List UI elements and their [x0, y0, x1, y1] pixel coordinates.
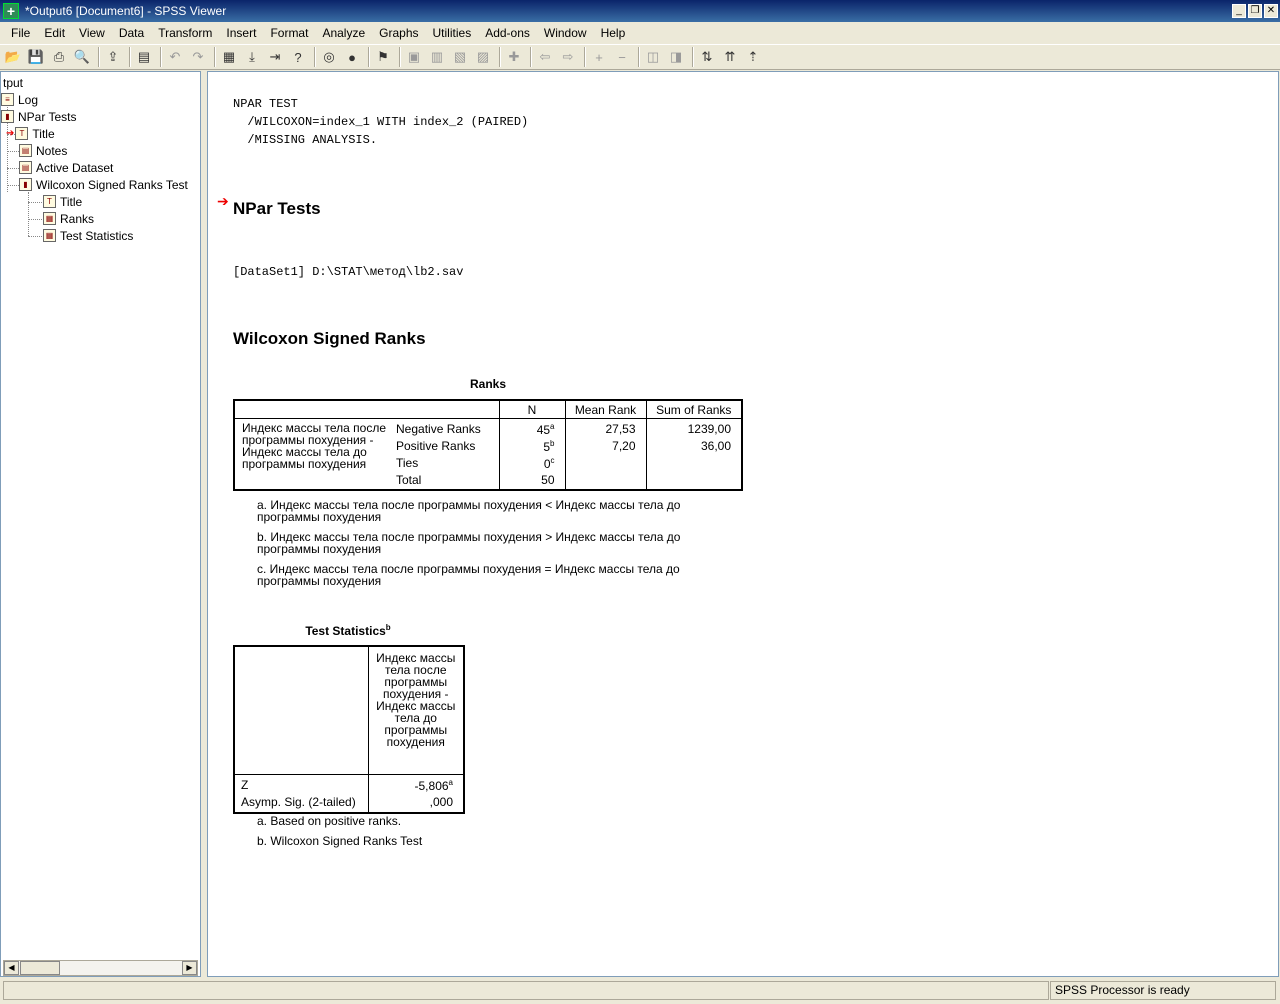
syntax-line-3: /MISSING ANALYSIS. [233, 133, 378, 147]
status-text: SPSS Processor is ready [1050, 981, 1276, 1000]
outline-pane[interactable] [0, 71, 201, 977]
rank-row-sum: 36,00 [646, 438, 742, 455]
insert-model-icon[interactable]: ⇡ [747, 49, 759, 64]
create-title-icon[interactable]: ▥ [430, 49, 444, 64]
z-label: Z [241, 777, 249, 792]
outline-item-active-dataset-label: Active Dataset [36, 160, 114, 175]
ranks-header-row [234, 400, 742, 418]
syntax-line-1: NPAR TEST [233, 97, 298, 111]
outline-item-notes-label: Notes [36, 143, 68, 158]
rank-row-sum [646, 472, 742, 490]
rank-row-mean: 7,20 [565, 438, 646, 455]
sig-label: Asymp. Sig. (2-tailed) [241, 794, 356, 809]
sig-value: ,000 [368, 794, 464, 813]
insert-item-icon[interactable]: ✚ [508, 49, 520, 64]
insert-heading-icon[interactable]: ▧ [453, 49, 467, 64]
scroll-thumb[interactable] [20, 961, 60, 975]
recall-dialog-icon[interactable]: ▤ [137, 49, 151, 64]
spss-app-icon[interactable]: + [3, 3, 19, 19]
z-value: -5,806$^a$ [368, 774, 464, 794]
goto-variable-icon[interactable]: ⇥ [269, 49, 281, 64]
export-icon[interactable]: ⇪ [107, 49, 119, 64]
open-folder-icon[interactable]: 📂 [4, 49, 22, 64]
rank-row-mean [565, 472, 646, 490]
outline-item-npar-label: NPar Tests [18, 109, 77, 124]
insert-chart-icon[interactable]: ⇅ [701, 49, 713, 64]
outline-item-w-title-label: Title [60, 194, 83, 209]
toolbar [0, 44, 1280, 70]
test-statistics-column-header: Индекс массы тела после программы похудения - Индекс массы тела до программы похудения [368, 646, 464, 774]
print-preview-icon[interactable]: 🔍 [73, 49, 91, 64]
ranks-footnote-a: a. Индекс массы тела после программы похудения < Индекс массы тела до программы похудения [257, 498, 681, 524]
rank-row-mean [565, 455, 646, 472]
table-row [234, 418, 742, 438]
ranks-header-mean: Mean Rank [565, 400, 646, 418]
rank-row-n: 45$^a$ [499, 418, 565, 438]
pivot-table-icon: ▦ [43, 212, 56, 225]
variables-icon[interactable]: ? [294, 49, 302, 65]
outline-item-w-ranks[interactable] [43, 210, 94, 227]
hide-icon[interactable]: ◨ [669, 49, 683, 64]
select-last-output-icon[interactable]: ▣ [407, 49, 421, 64]
rank-row-label: Ties [396, 455, 419, 470]
goto-data-icon[interactable]: ▦ [222, 49, 236, 64]
menu-file[interactable]: File [11, 26, 31, 40]
use-sets-icon[interactable]: ◎ [323, 49, 335, 64]
minimize-button[interactable]: _ [1232, 4, 1246, 18]
scroll-right-icon[interactable]: ▶ [182, 961, 197, 975]
menu-format[interactable]: Format [270, 26, 309, 40]
outline-item-wilcoxon[interactable] [19, 176, 188, 193]
outline-item-w-stats-label: Test Statistics [60, 228, 134, 243]
outline-item-w-title[interactable] [43, 193, 82, 210]
outline-item-npar[interactable] [1, 108, 76, 125]
outline-item-wilcoxon-label: Wilcoxon Signed Ranks Test [36, 177, 188, 192]
outline-item-w-ranks-label: Ranks [60, 211, 95, 226]
save-icon[interactable]: 💾 [27, 49, 45, 64]
status-bar [0, 978, 1280, 1004]
test-statistics-footnote-b: b. Wilcoxon Signed Ranks Test [257, 834, 423, 848]
menu-bar [0, 22, 1280, 44]
expand-icon[interactable]: + [595, 49, 603, 65]
outline-item-active-dataset[interactable] [19, 159, 113, 176]
ranks-footnote-b: b. Индекс массы тела после программы похудения > Индекс массы тела до программы похудения [257, 530, 681, 556]
rank-row-label: Total [396, 472, 422, 487]
outline-item-w-stats[interactable] [43, 227, 133, 244]
menu-view[interactable]: View [79, 26, 105, 40]
npar-heading[interactable]: NPar Tests [233, 199, 321, 218]
show-all-variables-icon[interactable]: ● [348, 49, 356, 65]
restore-button[interactable]: ❐ [1248, 4, 1262, 18]
rank-row-n: 0$^c$ [499, 455, 565, 472]
rank-row-label: Positive Ranks [396, 438, 476, 453]
dataset-icon: ▤ [19, 161, 32, 174]
book-icon: ▮ [19, 178, 32, 191]
ranks-table-title: Ranks [469, 377, 507, 391]
outline-item-log-label: Log [18, 92, 39, 107]
menu-utilities[interactable]: Utilities [432, 26, 472, 40]
outline-item-log[interactable] [1, 91, 38, 108]
menu-data[interactable]: Data [118, 26, 145, 40]
ranks-header-sum: Sum of Ranks [646, 400, 742, 418]
rank-row-n: 50 [499, 472, 565, 490]
outline-item-title-label: Title [32, 126, 55, 141]
collapse-icon[interactable]: − [618, 49, 626, 65]
show-icon[interactable]: ◫ [646, 49, 660, 64]
outline-item-title[interactable] [6, 125, 55, 142]
promote-icon[interactable]: ⇦ [539, 49, 551, 64]
insert-text-icon[interactable]: ▨ [476, 49, 490, 64]
menu-addons[interactable]: Add-ons [485, 26, 530, 40]
goto-case-icon[interactable]: ⤓ [249, 49, 255, 64]
test-statistics-footnote-a: a. Based on positive ranks. [257, 814, 402, 828]
menu-help[interactable]: Help [600, 26, 626, 40]
title-icon: T [43, 195, 56, 208]
test-statistics-table[interactable] [233, 645, 465, 814]
print-icon[interactable]: ⎙ [53, 49, 65, 64]
scroll-left-icon[interactable]: ◀ [4, 961, 19, 975]
rank-row-sum: 1239,00 [646, 418, 742, 438]
ranks-footnote-c: c. Индекс массы тела после программы похудения = Индекс массы тела до программы похудения [257, 562, 680, 588]
menu-insert[interactable]: Insert [226, 26, 257, 40]
test-statistics-title: Test Statistics$^b$ [305, 623, 391, 638]
rank-row-mean: 27,53 [565, 418, 646, 438]
window-title: *Output6 [Document6] - SPSS Viewer [25, 4, 227, 18]
outline-root[interactable] [3, 74, 23, 91]
ranks-pair-label: Индекс массы тела после программы похудения - Индекс массы тела до программы похудения [242, 420, 387, 471]
dataset-line: [DataSet1] D:\STAT\метод\lb2.sav [233, 265, 464, 279]
designate-window-icon[interactable]: ⚑ [377, 49, 389, 64]
ranks-table[interactable] [233, 399, 743, 491]
menu-edit[interactable]: Edit [44, 26, 66, 40]
book-icon: ▮ [1, 110, 14, 123]
ranks-header-n: N [499, 400, 565, 418]
title-icon: T [15, 127, 28, 140]
insert-table-icon[interactable]: ⇈ [724, 49, 736, 64]
current-item-arrow-icon: ➔ [217, 193, 229, 209]
outline-horizontal-scrollbar[interactable] [3, 960, 198, 976]
close-button[interactable]: ✕ [1264, 4, 1278, 18]
outline-item-notes[interactable] [19, 142, 67, 159]
log-icon: ≡ [1, 93, 14, 106]
redo-icon[interactable]: ↷ [192, 49, 204, 64]
pivot-table-icon: ▦ [43, 229, 56, 242]
table-row [234, 794, 464, 813]
syntax-line-2: /WILCOXON=index_1 WITH index_2 (PAIRED) [233, 115, 529, 129]
rank-row-label: Negative Ranks [396, 421, 481, 436]
menu-transform[interactable]: Transform [158, 26, 213, 40]
table-row [234, 774, 464, 794]
menu-graphs[interactable]: Graphs [379, 26, 419, 40]
title-bar [0, 0, 1280, 22]
wilcoxon-heading[interactable]: Wilcoxon Signed Ranks [233, 329, 426, 348]
rank-row-n: 5$^b$ [499, 438, 565, 455]
outline-root-label: tput [3, 75, 24, 90]
undo-icon[interactable]: ↶ [169, 49, 181, 64]
current-item-arrow-icon: ➔ [6, 128, 15, 139]
notes-icon: ▤ [19, 144, 32, 157]
menu-analyze[interactable]: Analyze [322, 26, 366, 40]
demote-icon[interactable]: ⇨ [562, 49, 574, 64]
output-content-pane[interactable] [207, 71, 1279, 977]
rank-row-sum [646, 455, 742, 472]
test-statistics-header-row [234, 646, 464, 774]
menu-window[interactable]: Window [543, 26, 587, 40]
